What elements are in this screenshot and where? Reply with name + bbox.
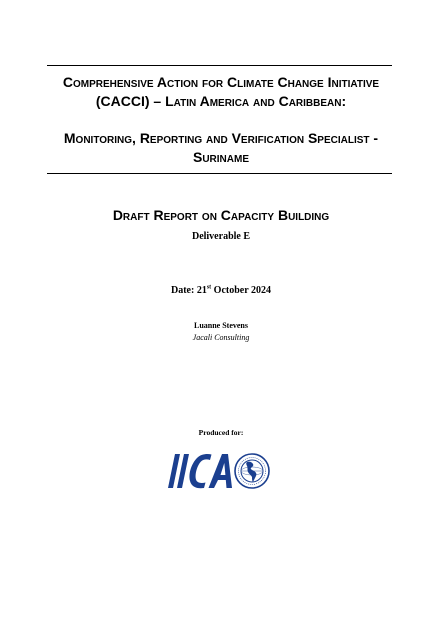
project-title-line-1: Comprehensive Action for Climate Change Initiative: [62, 74, 380, 90]
position-title-line-2: Suriname: [192, 149, 249, 165]
author-name: Luanne Stevens: [193, 321, 248, 330]
project-title: [40, 73, 402, 111]
report-date: [40, 284, 402, 298]
position-title-line-1: Monitoring, Reporting and Verification Specialist -: [63, 130, 379, 146]
bottom-rule: [47, 173, 392, 174]
top-rule: [47, 65, 392, 66]
report-title: Draft Report on Capacity Building: [112, 207, 330, 223]
position-title: [40, 129, 402, 167]
deliverable-label: Deliverable E: [191, 231, 251, 242]
date-prefix: Date: 21: [171, 285, 207, 296]
globe-seal-icon: [235, 454, 269, 488]
author-organization: Jacali Consulting: [192, 333, 250, 342]
produced-for-label: Produced for:: [198, 428, 244, 437]
date-rest: October 2024: [211, 285, 271, 296]
date-ordinal-suffix: st: [206, 284, 212, 291]
project-title-line-2: (CACCI) – Latin America and Caribbean:: [95, 93, 347, 109]
iica-logo: [166, 451, 270, 491]
